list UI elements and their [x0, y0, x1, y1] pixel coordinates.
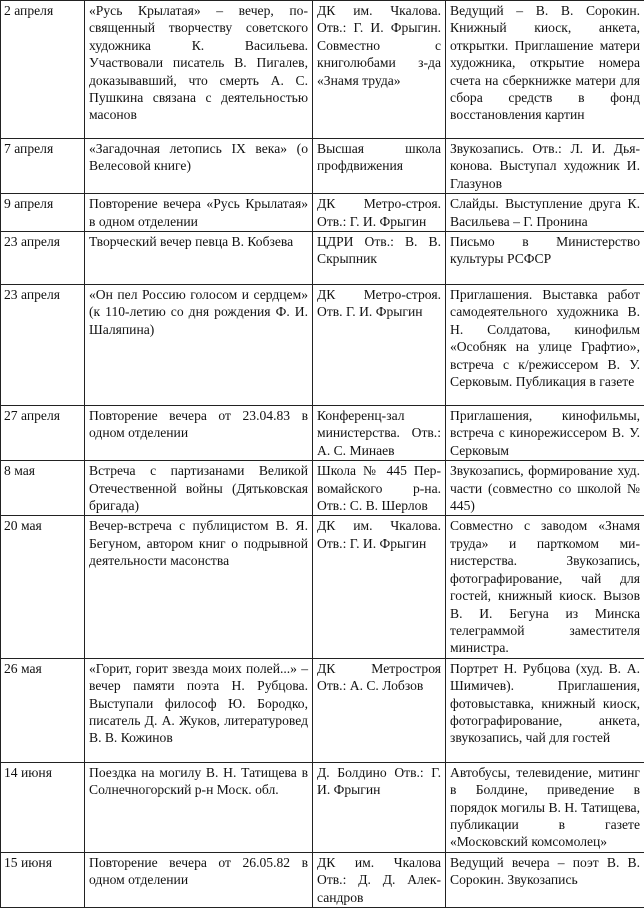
event-place: ДК им. Чкалова Отв.: Д. Д. Александров [313, 852, 446, 907]
event-description: Поездка на могилу В. Н. Татищева в Солнечногорский р-н Моск. обл. [85, 762, 313, 852]
event-description: «Горит, горит звезда моих полей...» – вечер памяти поэта Н. Рубцова. Выступали философ Ю. Бородко, писатель Д. А. Жуков, литературовед В. В. Кожинов [85, 658, 313, 762]
event-description: «Загадочная летопись IX века» (о Велесовой книге) [85, 139, 313, 194]
table-row [1, 461, 644, 516]
event-date: 23 апреля [1, 232, 85, 285]
event-notes: Звукозапись, формирование худ. части (совместно со школой № 445) [446, 461, 644, 516]
table-row [1, 1, 644, 139]
event-notes: Портрет Н. Рубцова (худ. В. А. Шимичев). Приглашения, фотовыставка, книжный киоск, фотографирование, анкета, звукозапись, чай для гостей [446, 658, 644, 762]
event-description: Встреча с партизанами Великой Отечественной войны (Дятьковская бригада) [85, 461, 313, 516]
table-row [1, 516, 644, 658]
event-date: 26 мая [1, 658, 85, 762]
event-notes: Слайды. Выступление друга К. Васильева – Г. Пронина [446, 194, 644, 232]
event-place: ДК Метростроя Отв.: А. С. Лобзов [313, 658, 446, 762]
event-place: ДК Метро-строя. Отв.: Г. И. Фрыгин [313, 194, 446, 232]
event-date: 14 июня [1, 762, 85, 852]
event-notes: Ведущий вечера – поэт В. В. Сорокин. Звукозапись [446, 852, 644, 907]
event-date: 15 июня [1, 852, 85, 907]
event-notes: Приглашения, кинофильмы, встреча с кинорежиссером В. У. Серковым [446, 406, 644, 461]
event-date: 7 апреля [1, 139, 85, 194]
event-notes: Приглашения. Выставка работ самодеятельного художника В. Н. Солдатова, кинофильм «Особняк на улице Графтио», встреча с к/режиссером В. У. Серковым. Публикация в газете [446, 285, 644, 406]
event-notes: Письмо в Министерство культуры РСФСР [446, 232, 644, 285]
event-notes: Совместно с заводом «Знамя труда» и парткомом министерства. Звукозапись, фотографирование, чай для гостей, книжный киоск. Вызов В. И. Бегуна из Минска телеграммой заместителя министра. [446, 516, 644, 658]
table-row [1, 285, 644, 406]
event-place: ДК им. Чкалова. Отв.: Г. И. Фрыгин [313, 516, 446, 658]
table-row [1, 232, 644, 285]
table-row [1, 406, 644, 461]
event-description: Вечер-встреча с публицистом В. Я. Бегуном, автором книг о подрывной деятельности масонства [85, 516, 313, 658]
event-date: 20 мая [1, 516, 85, 658]
event-place: ЦДРИ Отв.: В. В. Скрыпник [313, 232, 446, 285]
event-notes: Ведущий – В. В. Сорокин. Книжный киоск, анкета, открытки. Приглашение матери художника, открытие номера счета на сберкнижке матери для сбора средств в фонд восстановления картин [446, 1, 644, 139]
table-row [1, 852, 644, 907]
event-description: Повторение вечера от 23.04.83 в одном отделении [85, 406, 313, 461]
event-description: Повторение вечера от 26.05.82 в одном отделении [85, 852, 313, 907]
event-description: «Он пел Россию голосом и сердцем» (к 110-летию со дня рождения Ф. И. Шаляпина) [85, 285, 313, 406]
table-row [1, 194, 644, 232]
event-date: 27 апреля [1, 406, 85, 461]
event-place: Школа № 445 Первомайского р-на. Отв.: С. В. Шерлов [313, 461, 446, 516]
event-place: ДК Метро-строя. Отв. Г. И. Фрыгин [313, 285, 446, 406]
event-date: 2 апреля [1, 1, 85, 139]
event-description: Повторение вечера «Русь Крылатая» в одном отделении [85, 194, 313, 232]
table-row [1, 658, 644, 762]
event-date: 23 апреля [1, 285, 85, 406]
event-place: Д. Болдино Отв.: Г. И. Фрыгин [313, 762, 446, 852]
event-description: Творческий вечер певца В. Кобзева [85, 232, 313, 285]
event-notes: Звукозапись. Отв.: Л. И. Дьяконова. Выступал художник И. Глазунов [446, 139, 644, 194]
event-place: Конференц-зал министерства. Отв.: А. С. Минаев [313, 406, 446, 461]
event-notes: Автобусы, телевидение, митинг в Болдине, приведение в порядок могилы В. Н. Татищева, публикации в газете «Московский комсомолец» [446, 762, 644, 852]
table-row [1, 762, 644, 852]
event-place: ДК им. Чкалова. Отв.: Г. И. Фрыгин. Совместно с книголюбами з-да «Знамя труда» [313, 1, 446, 139]
event-place: Высшая школа профдвижения [313, 139, 446, 194]
event-date: 9 апреля [1, 194, 85, 232]
event-date: 8 мая [1, 461, 85, 516]
event-description: «Русь Крылатая» – вечер, посвященный творчеству советского художника К. Васильева. Участвовали писатель В. Пигалев, доказывавший, что смерть А. С. Пушкина связана с деятельностью масонов [85, 1, 313, 139]
table-row [1, 139, 644, 194]
